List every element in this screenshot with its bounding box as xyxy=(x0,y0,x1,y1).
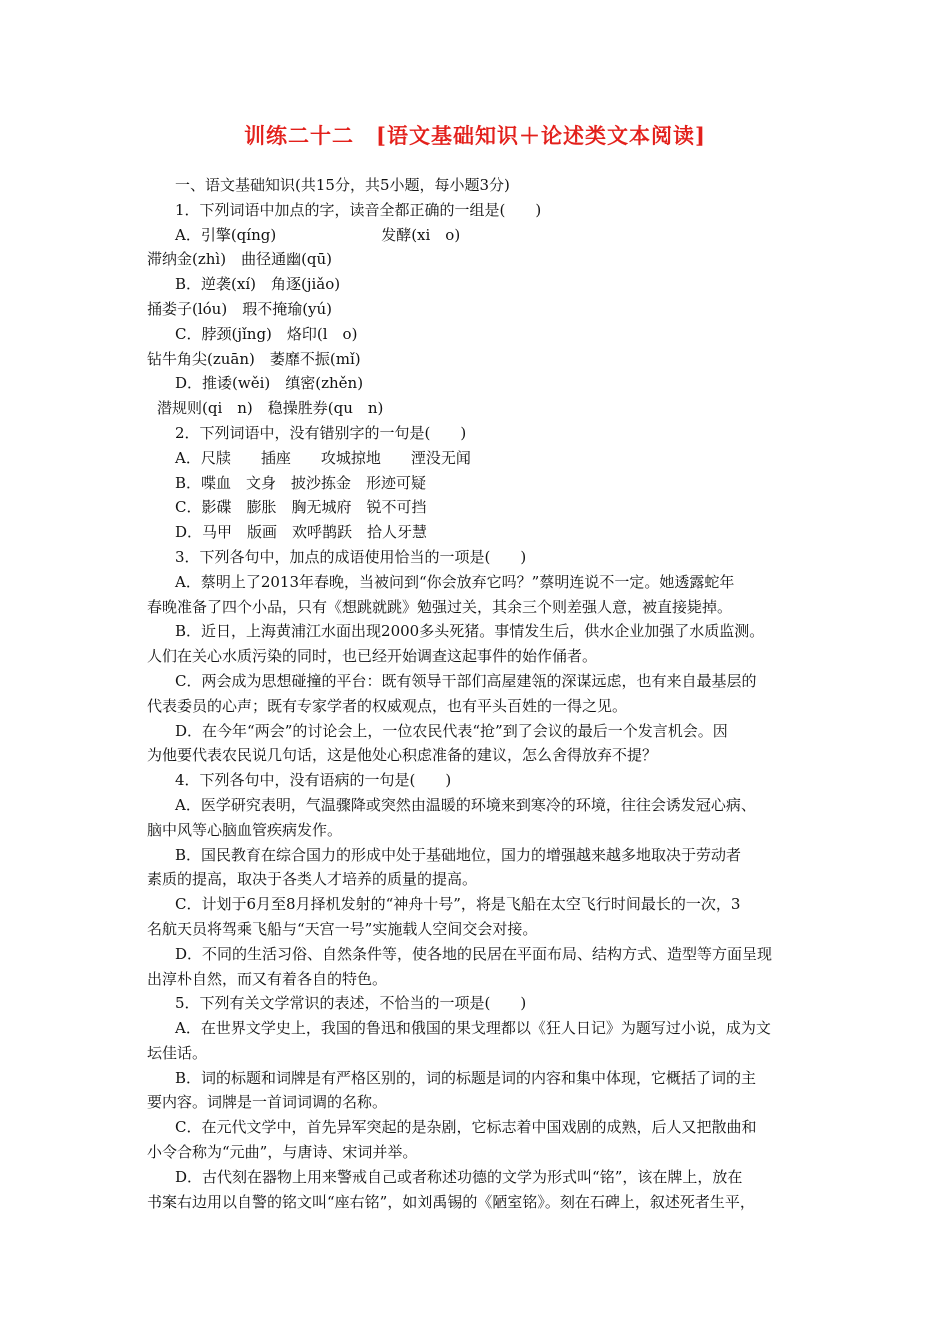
text-line: 3．下列各句中，加点的成语使用恰当的一项是( ) xyxy=(175,547,527,566)
text-line: D．马甲 版画 欢呼鹊跃 拾人牙慧 xyxy=(175,523,428,542)
text-line: 出淳朴自然，而又有着各自的特色。 xyxy=(147,969,388,988)
text-line: C．计划于6月至8月择机发射的“神舟十号”，将是飞船在太空飞行时间最长的一次，3 xyxy=(175,895,741,914)
text-line: B．词的标题和词牌是有严格区别的，词的标题是词的内容和集中体现，它概括了词的主 xyxy=(175,1068,757,1087)
text-line: D．推诿(wěi) 缜密(zhěn) xyxy=(175,374,364,393)
text-line: 捅娄子(lóu) 瑕不掩瑜(yú) xyxy=(147,299,333,318)
text-line: C．两会成为思想碰撞的平台：既有领导干部们高屋建瓴的深谋远虑，也有来自最基层的 xyxy=(175,671,757,690)
text-line: D．在今年“两会”的讨论会上，一位农民代表“抢”到了会议的最后一个发言机会。因 xyxy=(175,721,728,740)
document-body xyxy=(147,173,807,1214)
text-line: 春晚准备了四个小品，只有《想跳就跳》勉强过关，其余三个则差强人意，被直接毙掉。 xyxy=(147,597,733,616)
text-line: B．近日，上海黄浦江水面出现2000多头死猪。事情发生后，供水企业加强了水质监测。 xyxy=(175,622,765,641)
text-line: 2．下列词语中，没有错别字的一句是( ) xyxy=(175,423,467,442)
text-line: 5．下列有关文学常识的表述，不恰当的一项是( ) xyxy=(175,994,527,1013)
text-line: 素质的提高，取决于各类人才培养的质量的提高。 xyxy=(147,870,478,889)
text-line: D．不同的生活习俗、自然条件等，使各地的民居在平面布局、结构方式、造型等方面呈现 xyxy=(175,944,773,963)
text-line: 名航天员将驾乘飞船与“天宫一号”实施载人空间交会对接。 xyxy=(147,919,538,938)
text-line: B．喋血 文身 披沙拣金 形迹可疑 xyxy=(175,473,427,492)
text-line: 坛佳话。 xyxy=(147,1043,208,1062)
text-line: C．影碟 膨胀 胸无城府 锐不可挡 xyxy=(175,498,427,517)
text-line: 潜规则(qi n) 稳操胜券(qu n) xyxy=(157,399,384,418)
text-line: 小令合称为“元曲”，与唐诗、宋词并举。 xyxy=(147,1143,418,1162)
text-line: 代表委员的心声；既有专家学者的权威观点，也有平头百姓的一得之见。 xyxy=(147,696,628,715)
text-line: 为他要代表农民说几句话，这是他处心积虑准备的建议，怎么舍得放弃不提？ xyxy=(147,746,658,765)
text-line: A．尺牍 插座 攻城掠地 湮没无闻 xyxy=(175,448,471,467)
text-line: A．在世界文学史上，我国的鲁迅和俄国的果戈理都以《狂人日记》为题写过小说，成为文 xyxy=(175,1019,771,1038)
text-line: A．引擎(qíng) 发酵(xi o) xyxy=(175,225,461,244)
page-title: 训练二十二 [语文基础知识＋论述类文本阅读] xyxy=(244,123,706,148)
text-line: 钻牛角尖(zuān) 萎靡不振(mǐ) xyxy=(147,349,361,368)
text-line: B．逆袭(xí) 角逐(jiǎo) xyxy=(175,275,341,294)
text-line: A．医学研究表明，气温骤降或突然由温暖的环境来到寒冷的环境，往往会诱发冠心病、 xyxy=(175,795,756,814)
text-line: 要内容。词牌是一首词词调的名称。 xyxy=(147,1093,388,1112)
text-line: 1．下列词语中加点的字，读音全都正确的一组是( ) xyxy=(175,200,542,219)
text-line: 书案右边用以自警的铭文叫“座右铭”，如刘禹锡的《陋室铭》。刻在石碑上，叙述死者生平， xyxy=(147,1192,755,1211)
text-line: C．脖颈(jǐng) 烙印(l o) xyxy=(175,324,358,343)
text-line: D．古代刻在器物上用来警戒自己或者称述功德的文学为形式叫“铭”，该在牌上，放在 xyxy=(175,1167,743,1186)
text-line: C．在元代文学中，首先异军突起的是杂剧，它标志着中国戏剧的成熟，后人又把散曲和 xyxy=(175,1118,757,1137)
text-line: 一、语文基础知识(共15分，共5小题，每小题3分) xyxy=(175,176,510,194)
text-line: B．国民教育在综合国力的形成中处于基础地位，国力的增强越来越多地取决于劳动者 xyxy=(175,845,742,864)
text-line: A．蔡明上了2013年春晚，当被问到“你会放弃它吗？”蔡明连说不一定。她透露蛇年 xyxy=(175,572,735,591)
text-line: 4．下列各句中，没有语病的一句是( ) xyxy=(175,771,452,790)
text-line: 脑中风等心脑血管疾病发作。 xyxy=(147,820,343,839)
text-line: 滞纳金(zhì) 曲径通幽(qū) xyxy=(147,250,333,269)
text-line: 人们在关心水质污染的同时，也已经开始调查这起事件的始作俑者。 xyxy=(147,647,598,666)
